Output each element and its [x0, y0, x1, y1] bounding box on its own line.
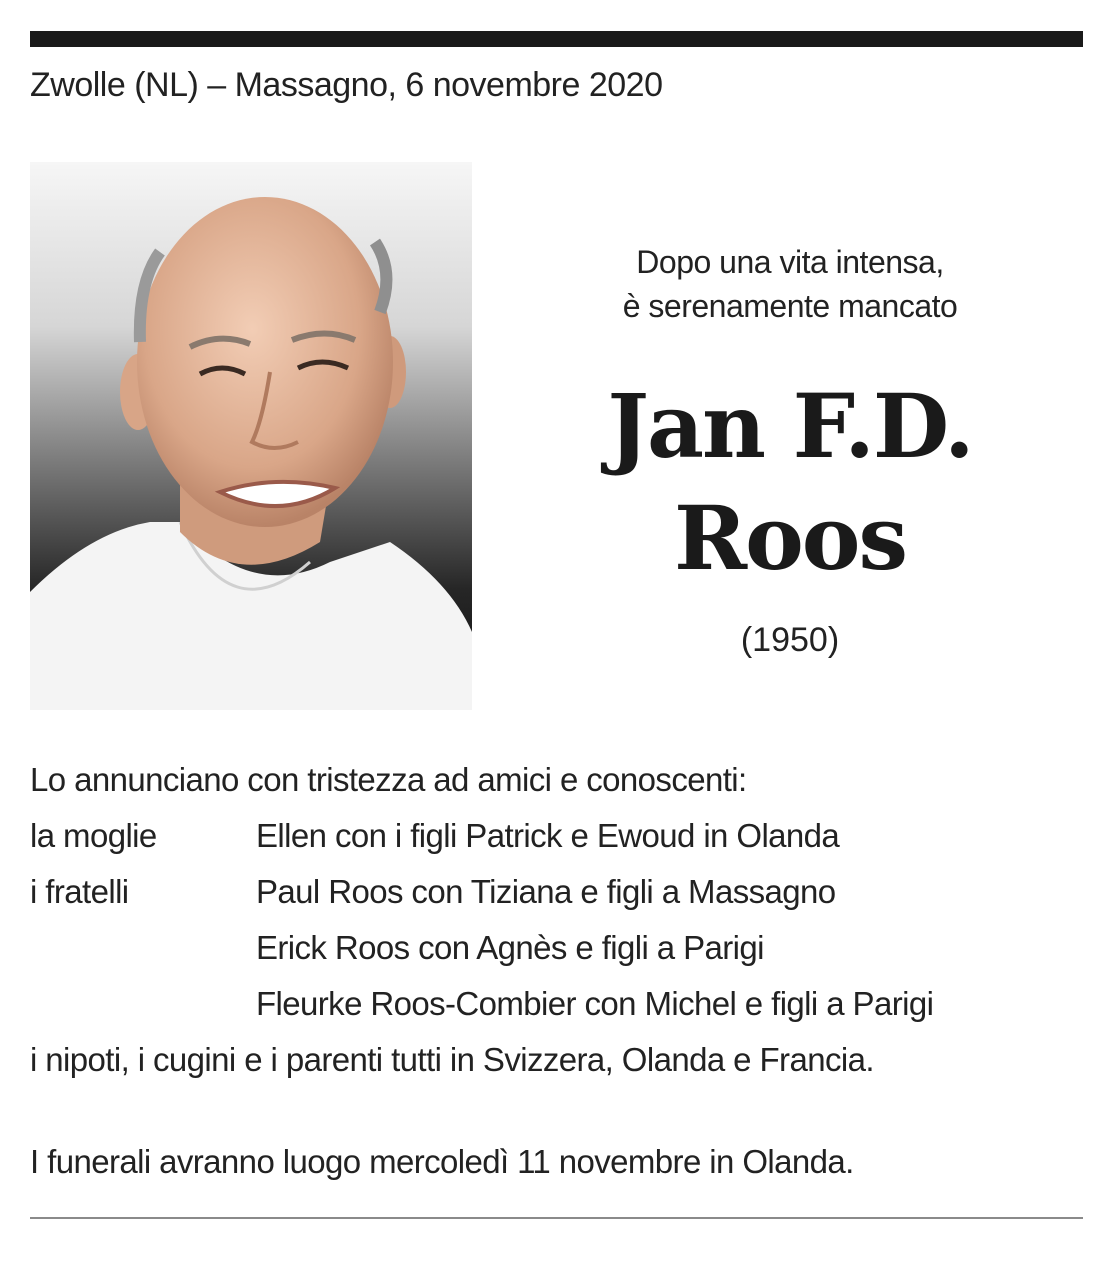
place-date: Zwolle (NL) – Massagno, 6 novembre 2020 — [30, 66, 663, 104]
family-relation: la moglie — [30, 817, 157, 854]
family-names: Paul Roos con Tiziana e figli a Massagno — [256, 873, 836, 910]
family-relation: i fratelli — [30, 873, 129, 910]
deceased-name — [560, 370, 1020, 594]
bottom-rule — [30, 1217, 1083, 1219]
intro-line-2: è serenamente mancato — [622, 288, 958, 324]
family-row — [30, 808, 1090, 864]
birth-year: (1950) — [740, 621, 840, 659]
portrait-icon — [30, 162, 472, 710]
top-rule — [30, 31, 1083, 47]
intro-text — [560, 240, 1020, 328]
family-relation — [30, 920, 256, 976]
family-names: Ellen con i figli Patrick e Ewoud in Olanda — [256, 817, 840, 854]
funeral-notice: I funerali avranno luogo mercoledì 11 novembre in Olanda. — [30, 1143, 854, 1180]
family-row — [30, 976, 1090, 1032]
intro-line-1: Dopo una vita intensa, — [636, 244, 944, 280]
announcement-lead: Lo annunciano con tristezza ad amici e conoscenti: — [30, 761, 747, 798]
family-names: Fleurke Roos-Combier con Michel e figli a Parigi — [256, 985, 934, 1022]
name-line-1: Jan F.D. — [607, 374, 973, 478]
family-relation — [30, 976, 256, 1032]
family-row — [30, 864, 1090, 920]
announcement-body — [30, 752, 1090, 1088]
portrait-photo — [30, 162, 472, 710]
other-relatives: i nipoti, i cugini e i parenti tutti in Svizzera, Olanda e Francia. — [30, 1041, 874, 1078]
family-row — [30, 920, 1090, 976]
name-line-2: Roos — [673, 486, 907, 590]
family-names: Erick Roos con Agnès e figli a Parigi — [256, 929, 764, 966]
